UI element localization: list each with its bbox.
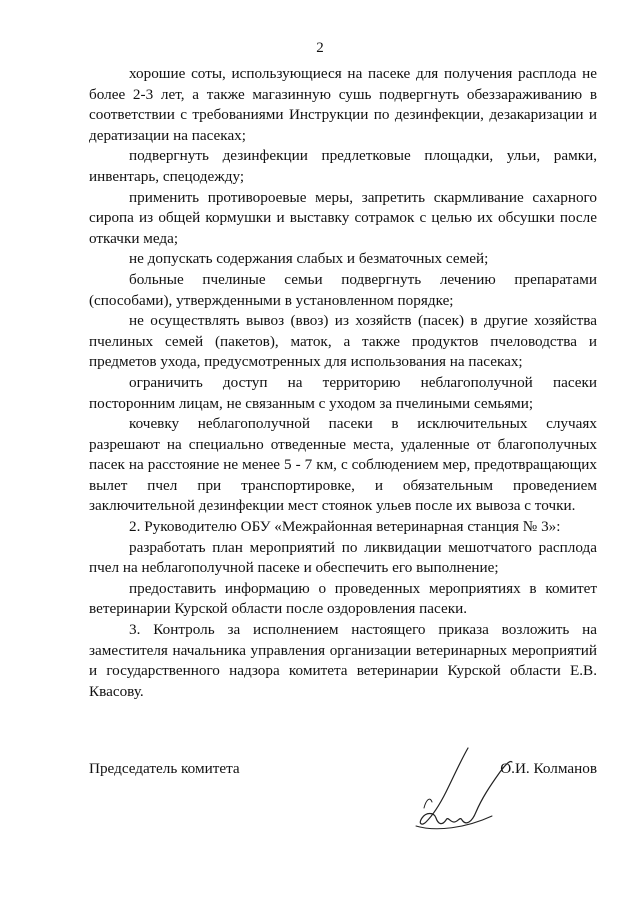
paragraph: ограничить доступ на территорию неблагополучной пасеки посторонним лицам, не связанным с уходом за пчелиными семьями; <box>89 373 597 412</box>
paragraph: не допускать содержания слабых и безматочных семей; <box>129 250 489 268</box>
paragraph: не осуществлять вывоз (ввоз) из хозяйств (пасек) в другие хозяйства пчелиных семей (пакетов), маток, а также продуктов пчеловодства и предметов ухода, предусмотренных для использования на пасеках; <box>89 312 597 371</box>
paragraph: предоставить информацию о проведенных мероприятиях в комитет ветеринарии Курской области после оздоровления пасеки. <box>89 579 597 618</box>
signature-block <box>89 760 597 784</box>
paragraph: кочевку неблагополучной пасеки в исключительных случаях разрешают на специально отведенные места, удаленные от благополучных пасек на расстояние не менее 5 - 7 км, с соблюдением мер, предотвращающих вылет пчел при транспортировке, и обязательным проведением заключительной дезинфекции мест стоянок ульев после их вывоза с точки. <box>89 415 597 515</box>
document-body <box>89 64 597 702</box>
paragraph: больные пчелиные семьи подвергнуть лечению препаратами (способами), утвержденными в установленном порядке; <box>89 270 597 309</box>
signatory-name: О.И. Колманов <box>500 760 597 777</box>
paragraph: разработать план мероприятий по ликвидации мешотчатого расплода пчел на неблагополучной пасеке и обеспечить его выполнение; <box>89 538 597 577</box>
paragraph: хорошие соты, использующиеся на пасеке для получения расплода не более 2-3 лет, а также магазинную сушь подвергнуть обеззараживанию в соответствии с требованиями Инструкции по дезинфекции, дезакаризации и дератизации на пасеках; <box>89 65 597 144</box>
handwritten-signature <box>396 742 516 840</box>
page-number: 2 <box>316 40 324 56</box>
signatory-title: Председатель комитета <box>89 760 240 777</box>
paragraph: подвергнуть дезинфекции предлетковые площадки, ульи, рамки, инвентарь, спецодежду; <box>89 147 597 185</box>
paragraph: применить противороевые меры, запретить скармливание сахарного сиропа из общей кормушки и выставку сотрамок с целью их обсушки после откачки меда; <box>89 188 597 247</box>
paragraph-section-2: 2. Руководителю ОБУ «Межрайонная ветеринарная станция № 3»: <box>129 518 561 536</box>
paragraph-section-3: 3. Контроль за исполнением настоящего приказа возложить на заместителя начальника управления организации ветеринарных мероприятий и государственного надзора комитета ветеринарии Курской области Е.В. Квасову. <box>89 621 597 700</box>
